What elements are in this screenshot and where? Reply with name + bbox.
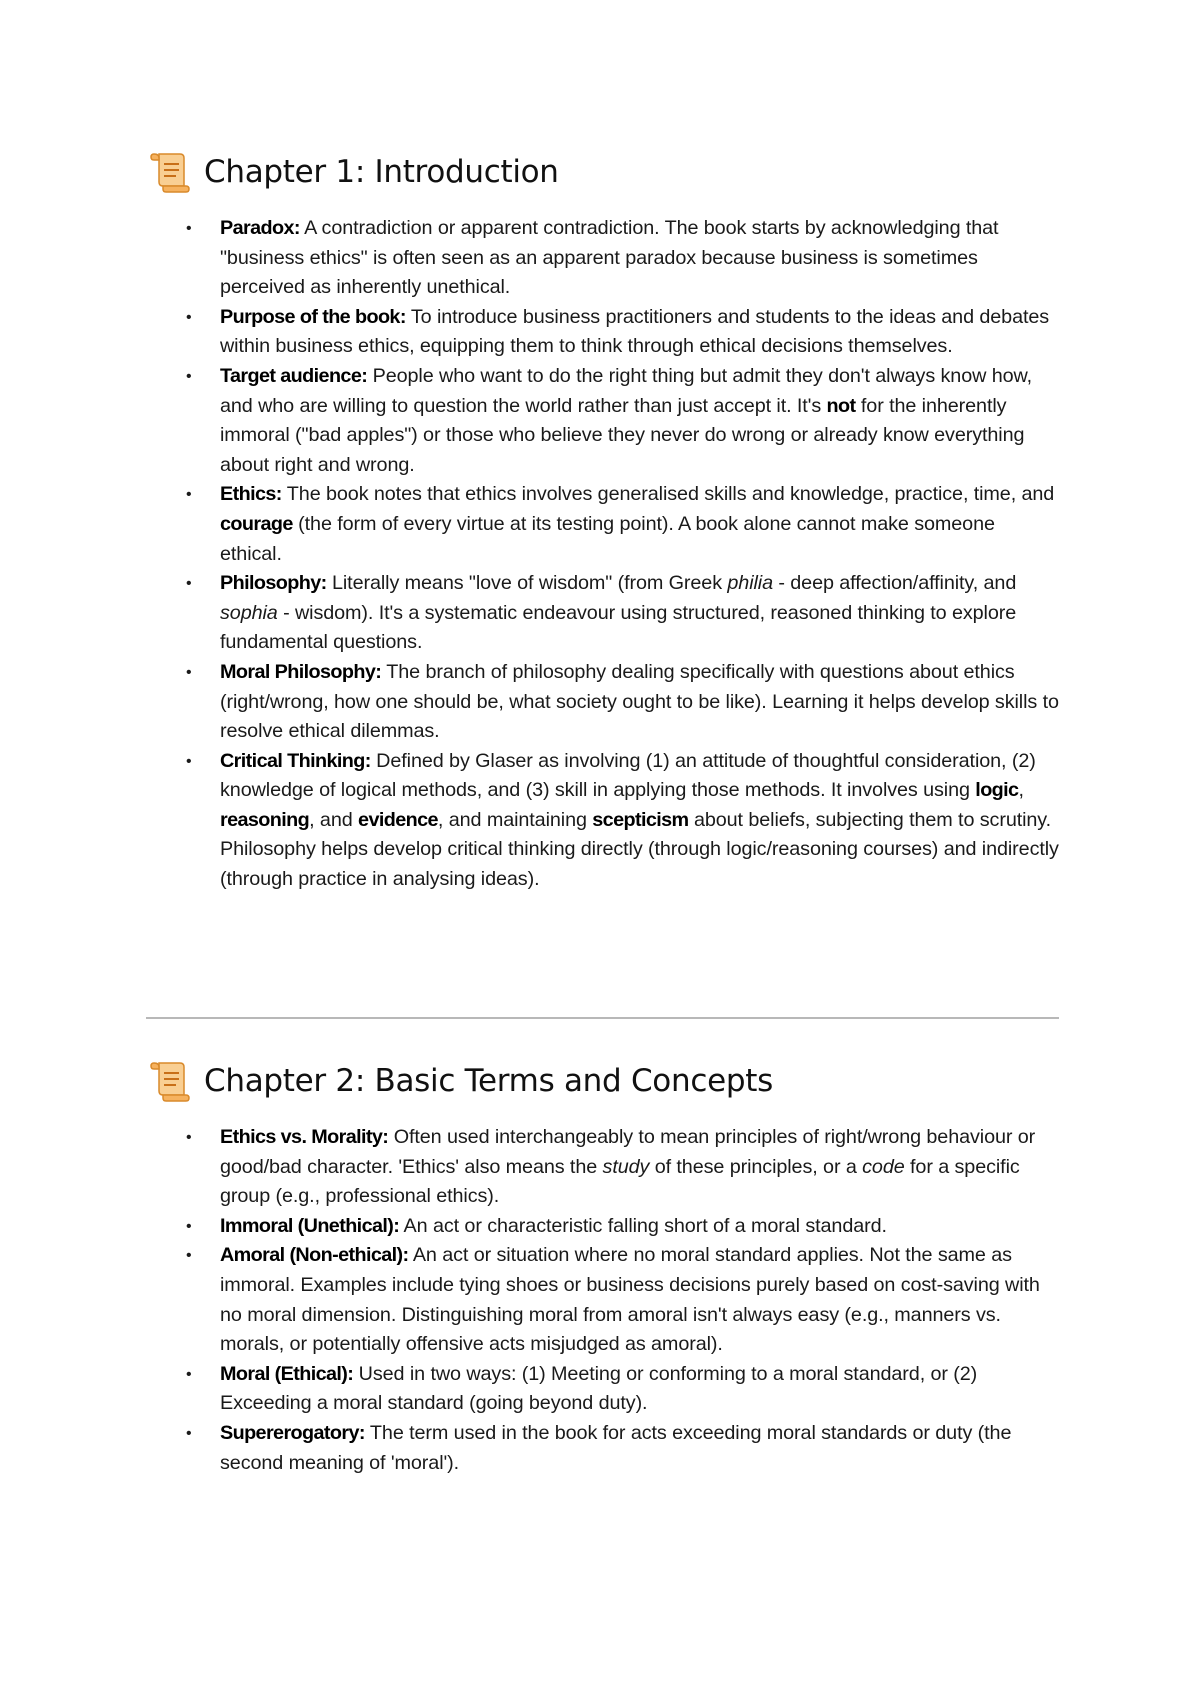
term-definition-part: Literally means "love of wisdom" (from Greek (326, 572, 728, 595)
emphasis-scepticism: scepticism (592, 808, 689, 831)
emphasis-courage: courage (220, 512, 293, 535)
chapter-2-term-list (150, 1123, 1060, 1478)
bullet-icon: • (186, 1247, 192, 1265)
italic-code: code (862, 1155, 905, 1178)
list-item-moral (186, 1360, 1060, 1419)
scroll-icon (150, 1059, 190, 1103)
bullet-icon: • (186, 1365, 192, 1383)
term-definition-part: for the inherently immoral ("bad apples") or those who believe they never do wrong or already know everything about right and wrong. (220, 394, 1025, 476)
separator: , and maintaining (437, 808, 593, 831)
emphasis-evidence: evidence (358, 808, 438, 831)
bullet-icon: • (186, 1424, 192, 1442)
term-definition-part: - deep affection/affinity, and (773, 572, 1017, 595)
term-label: Purpose of the book: (220, 305, 406, 328)
list-item-ethics (186, 480, 1060, 569)
term-definition: An act or characteristic falling short of a moral standard. (399, 1214, 887, 1237)
bullet-icon: • (186, 575, 192, 593)
italic-sophia: sophia (220, 601, 278, 624)
chapter-1-section (150, 148, 1060, 895)
term-definition-part: of these principles, or a (649, 1155, 863, 1178)
bullet-icon: • (186, 1217, 192, 1235)
scroll-icon (150, 150, 190, 194)
italic-philia: philia (727, 572, 773, 595)
list-item-supererogatory (186, 1419, 1060, 1478)
chapter-2-heading (150, 1057, 1060, 1105)
bullet-icon: • (186, 663, 192, 681)
term-label: Ethics: (220, 483, 282, 506)
list-item-moral-philosophy (186, 658, 1060, 747)
term-definition: The branch of philosophy dealing specifically with questions about ethics (right/wrong, how one should be, what society ought to be like). Learning it helps develop skills to resolve ethical dilemmas. (220, 660, 1059, 743)
list-item-paradox (186, 214, 1060, 303)
list-item-target-audience (186, 362, 1060, 480)
list-item-purpose (186, 303, 1060, 362)
term-definition-part: about beliefs, subjecting them to scrutiny. Philosophy helps develop critical thinking directly (through logic/reasoning courses) and indirectly (through practice in analysing ideas). (220, 808, 1059, 891)
list-item-amoral (186, 1241, 1060, 1359)
list-item-critical-thinking (186, 747, 1060, 895)
list-item-philosophy (186, 569, 1060, 658)
bullet-icon: • (186, 367, 192, 385)
bullet-icon: • (186, 308, 192, 326)
term-definition: A contradiction or apparent contradiction. The book starts by acknowledging that "business ethics" is often seen as an apparent paradox because business is sometimes perceived as inherently unethical. (220, 217, 999, 299)
bullet-icon: • (186, 486, 192, 504)
term-label: Moral (Ethical): (220, 1362, 354, 1385)
chapter-1-heading (150, 148, 1060, 196)
list-item-immoral (186, 1212, 1060, 1242)
bullet-icon: • (186, 1129, 192, 1146)
term-definition-part: The book notes that ethics involves generalised skills and knowledge, practice, time, and (281, 483, 1055, 506)
term-label: Supererogatory: (220, 1421, 365, 1444)
term-definition-part: for a specific group (e.g., professional ethics). (220, 1155, 1020, 1208)
term-definition: An act or situation where no moral standard applies. Not the same as immoral. Examples include tying shoes or business decisions purely based on cost-saving with no moral dimension. Distinguishing moral from amoral isn't always easy (e.g., manners vs. morals, or potentially offensive acts misjudged as amoral). (220, 1244, 1040, 1356)
chapter-2-title: Chapter 2: Basic Terms and Concepts (204, 1063, 773, 1099)
list-item-ethics-vs-morality (186, 1123, 1060, 1212)
separator: , and (309, 808, 359, 831)
term-label: Immoral (Unethical): (220, 1214, 400, 1237)
term-definition-part: Defined by Glaser as involving (1) an attitude of thoughtful consideration, (2) knowledge of logical methods, and (3) skill in applying those methods. It involves using (220, 749, 1036, 802)
bullet-icon: • (186, 752, 192, 770)
term-label: Moral Philosophy: (220, 660, 382, 683)
term-definition-part: (the form of every virtue at its testing point). A book alone cannot make someone ethical. (220, 512, 995, 565)
emphasis-not: not (826, 394, 856, 417)
section-divider (146, 1017, 1059, 1019)
chapter-1-title: Chapter 1: Introduction (204, 154, 559, 190)
term-label: Paradox: (220, 217, 300, 239)
term-label: Amoral (Non-ethical): (220, 1244, 409, 1267)
term-definition-part: Often used interchangeably to mean principles of right/wrong behaviour or good/bad character. 'Ethics' also means the (220, 1126, 1036, 1178)
term-label: Critical Thinking: (220, 749, 371, 772)
term-definition-part: People who want to do the right thing but admit they don't always know how, and who are willing to question the world rather than just accept it. It's (220, 364, 1032, 417)
emphasis-reasoning: reasoning (220, 808, 310, 831)
italic-study: study (602, 1155, 650, 1178)
term-definition-part: - wisdom). It's a systematic endeavour using structured, reasoned thinking to explore fundamental questions. (220, 601, 1017, 654)
term-definition: The term used in the book for acts exceeding moral standards or duty (the second meaning of 'moral'). (220, 1421, 1012, 1474)
bullet-icon: • (186, 220, 192, 237)
term-label: Target audience: (220, 364, 368, 387)
emphasis-logic: logic (975, 779, 1019, 802)
term-label: Ethics vs. Morality: (220, 1126, 389, 1148)
separator: , (1018, 779, 1024, 802)
term-label: Philosophy: (220, 572, 327, 595)
term-definition: To introduce business practitioners and students to the ideas and debates within business ethics, equipping them to think through ethical decisions themselves. (220, 305, 1050, 358)
term-definition: Used in two ways: (1) Meeting or conforming to a moral standard, or (2) Exceeding a moral standard (going beyond duty). (220, 1362, 978, 1415)
chapter-1-term-list (150, 214, 1060, 895)
chapter-2-section (150, 1057, 1060, 1478)
